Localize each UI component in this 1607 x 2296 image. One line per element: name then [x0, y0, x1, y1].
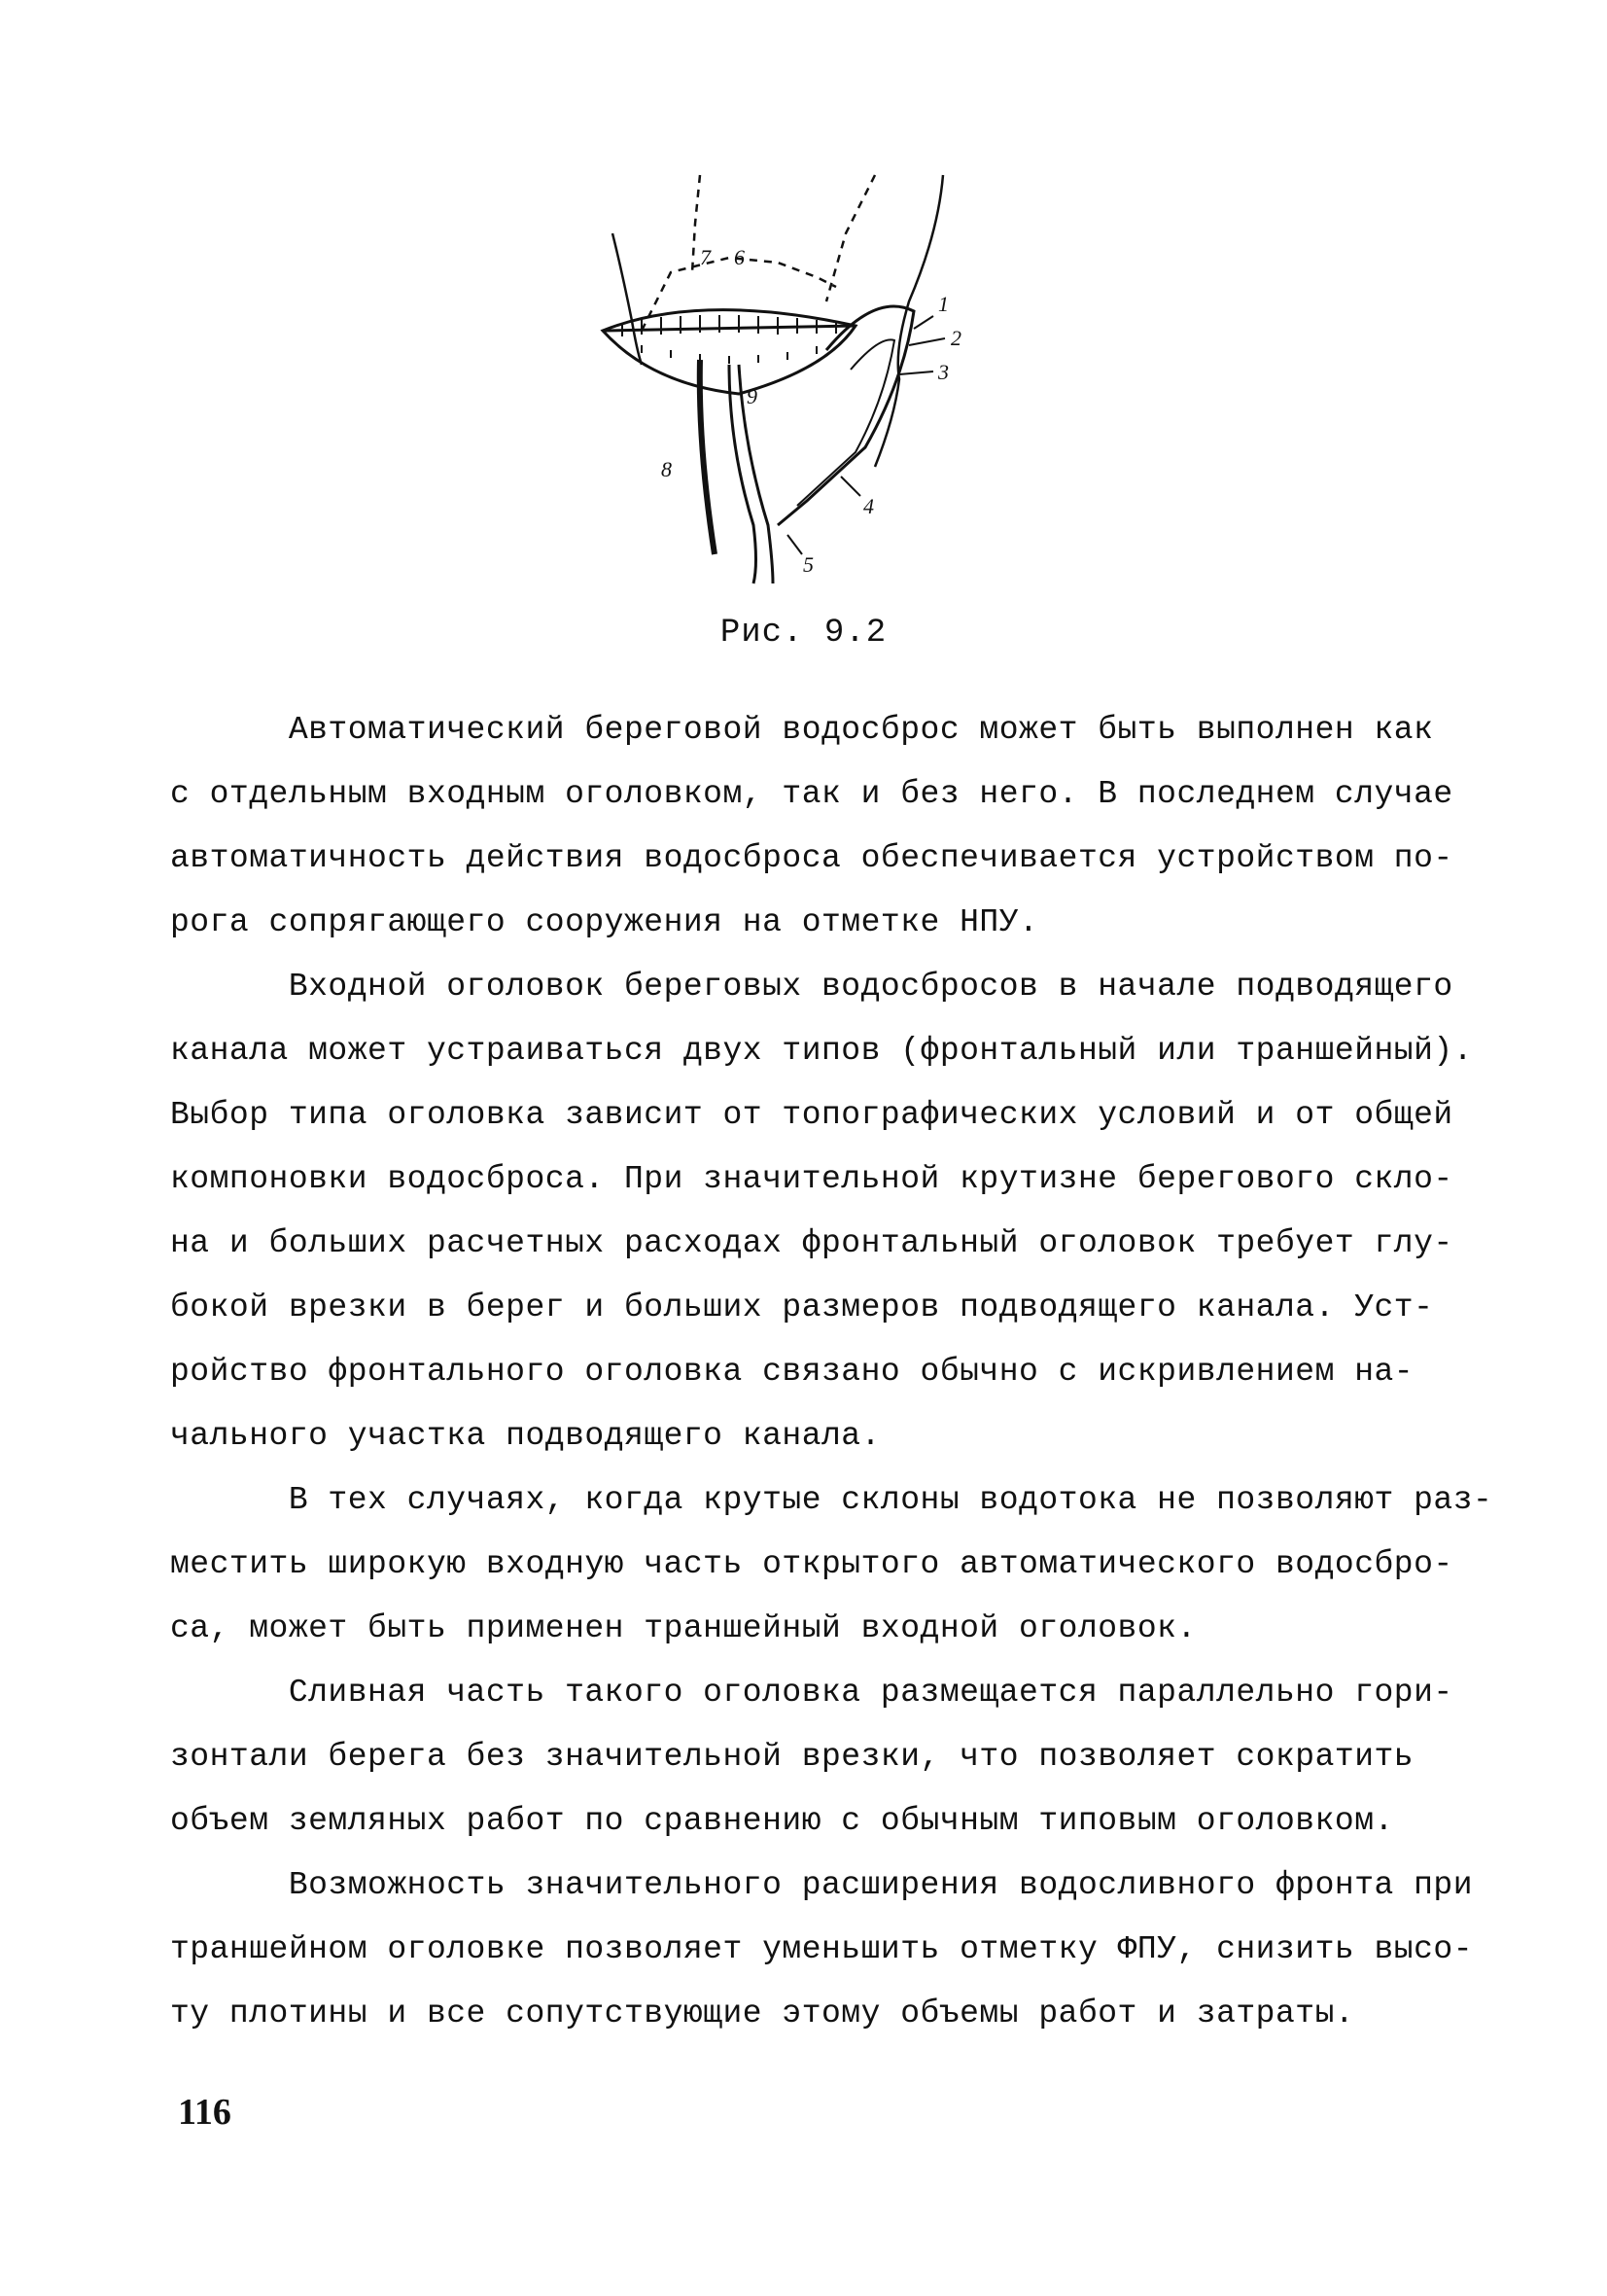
callout-3: 3 [938, 360, 949, 384]
callout-8: 8 [661, 457, 672, 481]
text-line: компоновки водосброса. При значительной крутизне берегового скло- [170, 1161, 1453, 1197]
text-line: Выбор типа оголовка зависит от топографических условий и от общей [170, 1097, 1453, 1133]
text-line: с отдельным входным оголовком, так и без него. В последнем случае [170, 776, 1453, 812]
text-line: чального участка подводящего канала. [170, 1418, 881, 1454]
text-line: канала может устраиваться двух типов (фронтальный или траншейный). [170, 1033, 1474, 1069]
spillway-diagram [583, 156, 1001, 613]
figure-9-2 [583, 156, 1001, 613]
text-line: Сливная часть такого оголовка размещается параллельно гори- [170, 1675, 1453, 1711]
text-line: местить широкую входную часть открытого автоматического водосбро- [170, 1546, 1453, 1582]
callout-1: 1 [938, 292, 949, 316]
crest-lower-hatching [642, 345, 817, 364]
callout-9: 9 [747, 384, 757, 408]
text-line: са, может быть применен траншейный входной оголовок. [170, 1610, 1197, 1646]
text-line: Автоматический береговой водосброс может быть выполнен как [170, 712, 1434, 748]
callout-2: 2 [951, 326, 961, 350]
text-line: рога сопрягающего сооружения на отметке НПУ. [170, 904, 1039, 940]
text-line: Возможность значительного расширения водосливного фронта при [170, 1867, 1474, 1903]
paragraph-4 [170, 1661, 1453, 1854]
paragraph-1 [170, 698, 1453, 955]
paragraph-5 [170, 1854, 1474, 2046]
figure-caption: Рис. 9.2 [719, 615, 888, 652]
callout-6: 6 [734, 245, 745, 269]
callout-4: 4 [863, 494, 874, 518]
callout-5: 5 [803, 552, 814, 577]
text-line: траншейном оголовке позволяет уменьшить отметку ФПУ, снизить высо- [170, 1931, 1474, 1967]
text-line: на и больших расчетных расходах фронтальный оголовок требует глу- [170, 1225, 1453, 1261]
dashed-axis-line [692, 175, 700, 272]
text-line: В тех случаях, когда крутые склоны водотока не позволяют раз- [170, 1482, 1493, 1518]
text-line: Входной оголовок береговых водосбросов в начале подводящего [170, 969, 1453, 1005]
text-line: ту плотины и все сопутствующие этому объемы работ и затраты. [170, 1996, 1355, 2031]
right-bank-line [875, 175, 943, 467]
text-line: зонтали берега без значительной врезки, что позволяет сократить [170, 1739, 1415, 1775]
body-text [170, 698, 1493, 2046]
text-line: ройство фронтального оголовка связано обычно с искривлением на- [170, 1354, 1415, 1390]
text-line: объем земляных работ по сравнению с обычным типовым оголовком. [170, 1803, 1394, 1839]
text-line: автоматичность действия водосброса обеспечивается устройством по- [170, 840, 1453, 876]
paragraph-3 [170, 1468, 1493, 1661]
paragraph-2 [170, 955, 1474, 1468]
page-number: 116 [178, 2092, 231, 2133]
text-line: бокой врезки в берег и больших размеров подводящего канала. Уст- [170, 1289, 1434, 1325]
dashed-slope-line [826, 175, 875, 301]
callout-7: 7 [700, 245, 711, 269]
